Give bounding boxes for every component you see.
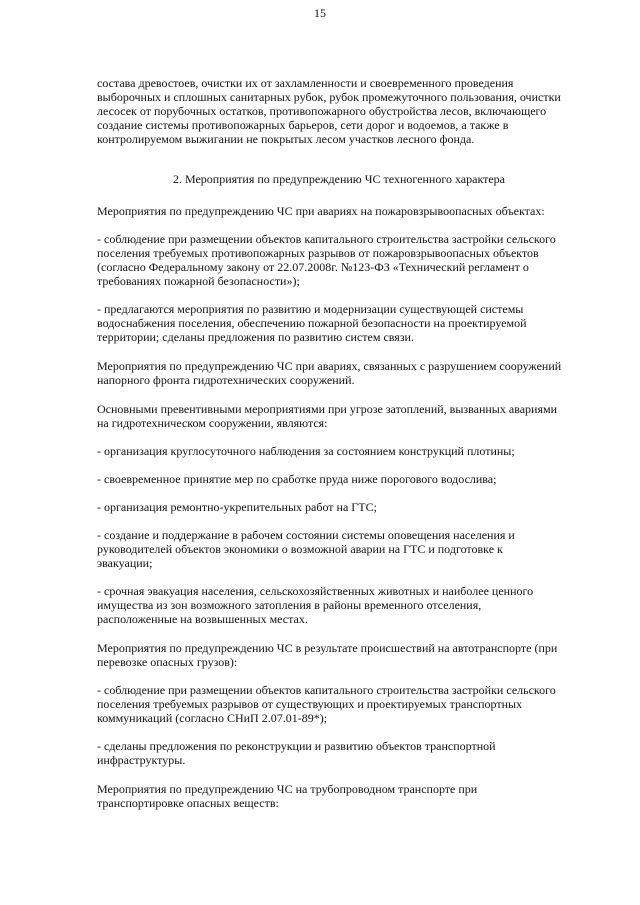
- text-line: напорного фронта гидротехнических сооружений.: [97, 373, 355, 387]
- text-line: требованиях пожарной безопасности»);: [97, 274, 300, 288]
- text-line: - срочная эвакуация населения, сельскохозяйственных животных и наиболее ценного: [97, 584, 534, 598]
- bullet-repair-works: [97, 500, 567, 514]
- intro-paragraph: [97, 76, 567, 146]
- bullet-evacuation: [97, 584, 567, 626]
- page-number: 15: [314, 6, 326, 20]
- text-line: состава древостоев, очистки их от захламленности и своевременного проведения: [97, 76, 514, 90]
- text-line: территории; сделаны предложения по развитию систем связи.: [97, 330, 414, 344]
- text-line: инфраструктуры.: [97, 753, 186, 767]
- text-line: перевозке опасных грузов):: [97, 655, 238, 669]
- text-line: Мероприятия по предупреждению ЧС на трубопроводном транспорте при: [97, 782, 478, 796]
- text-line: Основными превентивными мероприятиями при угрозе затоплений, вызванных авариями: [97, 402, 557, 416]
- text-line: Мероприятия по предупреждению ЧС при авариях, связанных с разрушением сооружений: [97, 359, 562, 373]
- text-line: выборочных и сплошных санитарных рубок, рубок промежуточного пользования, очистки: [97, 90, 561, 104]
- text-line: Мероприятия по предупреждению ЧС при авариях на пожаровзрывоопасных объектах:: [97, 204, 545, 218]
- text-line: коммуникаций (согласно СНиП 2.07.01-89*);: [97, 711, 328, 725]
- text-line: руководителей объектов экономики о возможной аварии на ГТС и подготовке к: [97, 542, 503, 556]
- text-line: лесосек от порубочных остатков, противопожарного обустройства лесов, включающего: [97, 104, 547, 118]
- text-line: транспортировке опасных веществ:: [97, 796, 279, 810]
- text-line: - предлагаются мероприятия по развитию и модернизации существующей системы: [97, 302, 524, 316]
- section-heading: [111, 172, 567, 186]
- text-line: водоснабжения поселения, обеспечению пожарной безопасности на проектируемой: [97, 316, 527, 330]
- text-line: эвакуации;: [97, 556, 153, 570]
- text-line: - соблюдение при размещении объектов капитального строительства застройки сельского: [97, 232, 556, 246]
- text-line: поселения требуемых противопожарных разрывов от пожаровзрывоопасных объектов: [97, 246, 539, 260]
- paragraph-fire-explosion-measures: [97, 204, 567, 218]
- text-line: расположенные на возвышенных местах.: [97, 612, 308, 626]
- text-line: Мероприятия по предупреждению ЧС в результате происшествий на автотранспорте (при: [97, 641, 558, 655]
- paragraph-pipeline-transport: [97, 782, 567, 810]
- paragraph-hydro-measures: [97, 359, 567, 387]
- bullet-fire-gaps: [97, 232, 567, 288]
- text-line: контролируемом выжигании не покрытых лесом участков лесного фонда.: [97, 132, 475, 146]
- paragraph-flood-preventive: [97, 402, 567, 430]
- bullet-dam-monitoring: [97, 444, 567, 458]
- paragraph-road-transport: [97, 641, 567, 669]
- text-line: поселения требуемых разрывов от существующих и проектируемых транспортных: [97, 697, 523, 711]
- bullet-pond-drawdown: [97, 472, 567, 486]
- bullet-warning-system: [97, 528, 567, 570]
- document-body: [97, 76, 567, 810]
- text-line: - своевременное принятие мер по сработке пруда ниже порогового водослива;: [97, 472, 497, 486]
- text-line: - соблюдение при размещении объектов капитального строительства застройки сельского: [97, 683, 556, 697]
- text-line: создание системы противопожарных барьеров, сети дорог и водоемов, а также в: [97, 118, 509, 132]
- text-line: на гидротехническом сооружении, являются:: [97, 416, 328, 430]
- text-line: имущества из зон возможного затопления в районы временного отселения,: [97, 598, 482, 612]
- text-line: - организация круглосуточного наблюдения за состоянием конструкций плотины;: [97, 444, 515, 458]
- text-line: 2. Мероприятия по предупреждению ЧС техногенного характера: [172, 172, 506, 186]
- text-line: - сделаны предложения по реконструкции и развитию объектов транспортной: [97, 739, 496, 753]
- bullet-water-supply: [97, 302, 567, 344]
- bullet-transport-gaps: [97, 683, 567, 725]
- text-line: - организация ремонтно-укрепительных работ на ГТС;: [97, 500, 377, 514]
- text-line: (согласно Федеральному закону от 22.07.2008г. №123-ФЗ «Технический регламент о: [97, 260, 529, 274]
- bullet-transport-infrastructure: [97, 739, 567, 767]
- text-line: - создание и поддержание в рабочем состоянии системы оповещения населения и: [97, 528, 515, 542]
